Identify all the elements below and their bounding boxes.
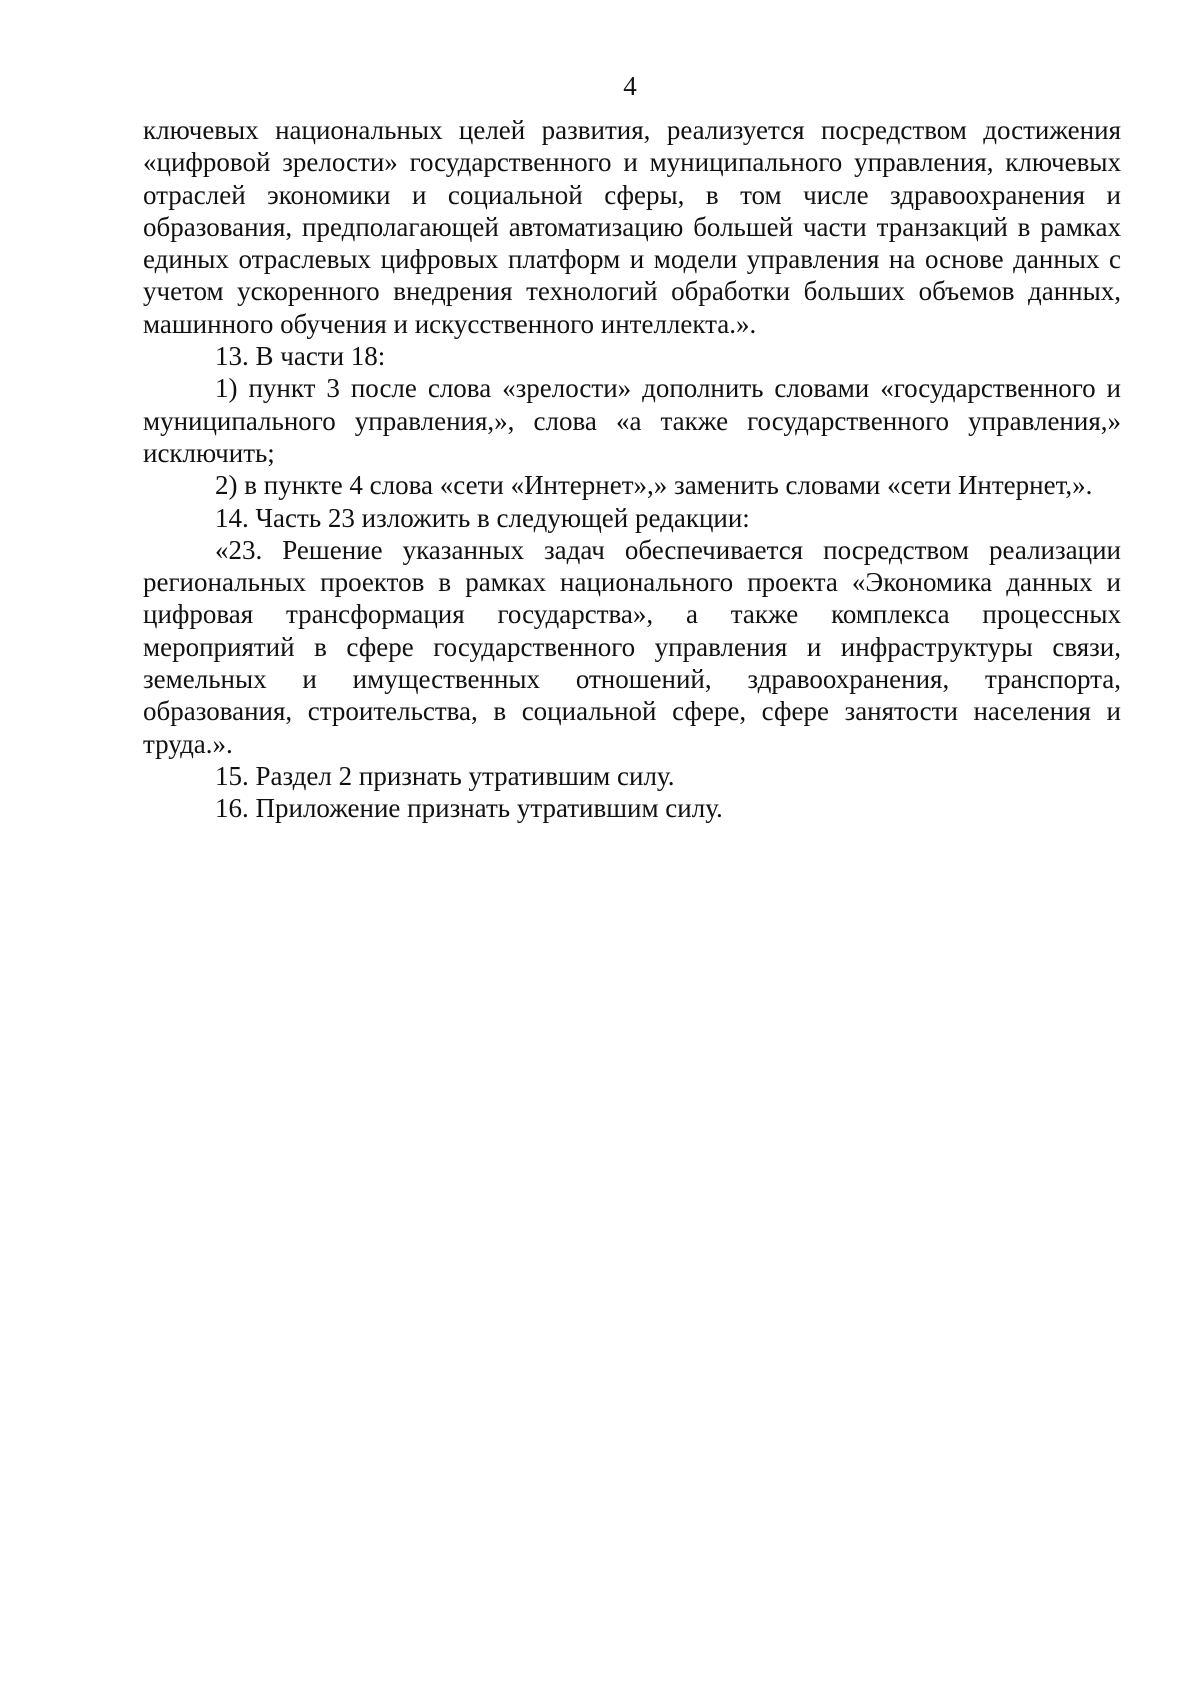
paragraph-item-16: 16. Приложение признать утратившим силу. (215, 793, 723, 824)
paragraph-continuation: ключевых национальных целей развития, реализуется посредством достижения «цифровой зрелости» государственного и муниципального управления, ключевых отраслей экономики и социальной сферы, в том числе здравоохранения и образования, предполагающей автоматизацию большей части транзакций в рамках единых отраслевых цифровых платформ и модели управления на основе данных с учетом ускоренного внедрения технологий обработки больших объемов данных, машинного обучения и искусственного интеллекта.». (143, 115, 1121, 339)
paragraph-item-15: 15. Раздел 2 признать утратившим силу. (215, 760, 675, 791)
paragraph-item-14: 14. Часть 23 изложить в следующей редакции: (215, 502, 750, 533)
paragraph-item-13: 13. В части 18: (215, 341, 386, 372)
document-body (143, 114, 1121, 825)
paragraph-part-23: «23. Решение указанных задач обеспечивается посредством реализации региональных проектов в рамках национального проекта «Экономика данных и цифровая трансформация государства», а также комплекса процессных мероприятий в сфере государственного управления и инфраструктуры связи, земельных и имущественных отношений, здравоохранения, транспорта, образования, строительства, в социальной сфере, сфере занятости населения и труда.». (143, 534, 1121, 759)
paragraph-subitem-1: 1) пункт 3 после слова «зрелости» дополнить словами «государственного и муниципального управления,», слова «а также государственного управления,» исключить; (143, 373, 1121, 468)
page-number: 4 (623, 71, 637, 101)
paragraph-subitem-2: 2) в пункте 4 слова «сети «Интернет»,» заменить словами «сети Интернет,». (215, 470, 1093, 501)
